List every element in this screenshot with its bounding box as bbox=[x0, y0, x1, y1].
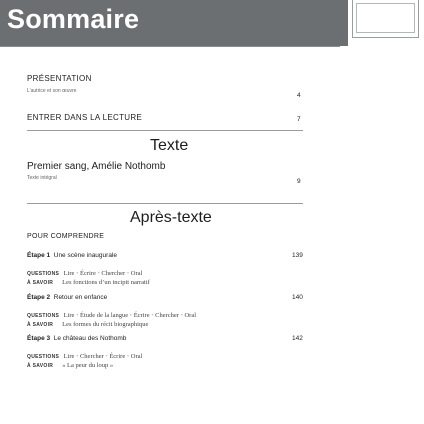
step-title: Retour en enfance bbox=[53, 294, 108, 301]
header-band bbox=[0, 0, 348, 46]
page-title: Sommaire bbox=[7, 4, 140, 34]
step-savoir bbox=[27, 313, 148, 331]
questions-item: Écrire bbox=[133, 312, 150, 319]
presentation-heading: PRÉSENTATION bbox=[27, 74, 92, 83]
questions-item: Lire bbox=[63, 270, 75, 277]
step-number: Étape 3 bbox=[27, 335, 51, 342]
texte-sub: Texte intégral bbox=[27, 175, 57, 181]
savoir-text: Les formes du récit biographique bbox=[62, 321, 149, 328]
questions-item: Écrire bbox=[109, 353, 126, 360]
step-title: Le château des Nothomb bbox=[53, 335, 127, 342]
questions-item: Chercher bbox=[101, 270, 126, 277]
section-divider bbox=[27, 130, 303, 131]
questions-item: Lire bbox=[63, 353, 75, 360]
section-divider bbox=[27, 203, 303, 204]
step-2-title-row bbox=[27, 294, 107, 301]
logo-frame bbox=[356, 3, 415, 33]
step-3-title-row bbox=[27, 335, 126, 342]
entrer-label: ENTRER DANS LA LECTURE bbox=[27, 113, 143, 122]
presentation-sub: L’autrice et son œuvre bbox=[27, 88, 77, 94]
savoir-label: À SAVOIR bbox=[27, 280, 54, 286]
texte-heading: Texte bbox=[150, 137, 189, 154]
step-page: 139 bbox=[292, 252, 303, 259]
step-number: Étape 1 bbox=[27, 252, 51, 259]
step-questions: QUESTIONS Lire • Étude de la langue • Écrire • Chercher • Oral bbox=[27, 312, 197, 319]
texte-work: Premier sang, Amélie Nothomb bbox=[27, 161, 166, 172]
step-questions: QUESTIONS Lire • Chercher • Écrire • Oral bbox=[27, 353, 143, 360]
step-number: Étape 2 bbox=[27, 294, 51, 301]
questions-item: Chercher bbox=[79, 353, 104, 360]
entrer-page: 7 bbox=[297, 116, 301, 123]
presentation-page: 4 bbox=[297, 92, 301, 99]
step-savoir bbox=[27, 271, 150, 289]
step-questions: QUESTIONS Lire • Écrire • Chercher • Oral bbox=[27, 270, 143, 277]
questions-item: Écrire bbox=[79, 270, 96, 277]
savoir-label: À SAVOIR bbox=[27, 322, 54, 328]
questions-label: QUESTIONS bbox=[27, 313, 60, 319]
pour-comprendre: POUR COMPRENDRE bbox=[27, 233, 105, 240]
header-divider bbox=[0, 46, 340, 47]
step-page: 140 bbox=[292, 294, 303, 301]
texte-page: 9 bbox=[297, 178, 301, 185]
questions-item: Étude de la langue bbox=[79, 312, 129, 319]
questions-item: Lire bbox=[63, 312, 75, 319]
step-title: Une scène inaugurale bbox=[53, 252, 117, 259]
questions-label: QUESTIONS bbox=[27, 271, 60, 277]
publisher-logo bbox=[352, 0, 419, 38]
savoir-text: Les fonctions d’un incipit narratif bbox=[62, 279, 150, 286]
apres-heading: Après-texte bbox=[130, 209, 212, 226]
questions-item: Oral bbox=[130, 353, 143, 360]
questions-item: Oral bbox=[130, 270, 143, 277]
questions-item: Chercher bbox=[155, 312, 179, 319]
step-1-title-row bbox=[27, 252, 117, 259]
questions-item: Oral bbox=[184, 312, 197, 319]
questions-label: QUESTIONS bbox=[27, 354, 60, 360]
savoir-text: « La peur du loup » bbox=[62, 362, 114, 369]
savoir-label: À SAVOIR bbox=[27, 363, 54, 369]
step-savoir bbox=[27, 354, 113, 372]
step-page: 142 bbox=[292, 335, 303, 342]
